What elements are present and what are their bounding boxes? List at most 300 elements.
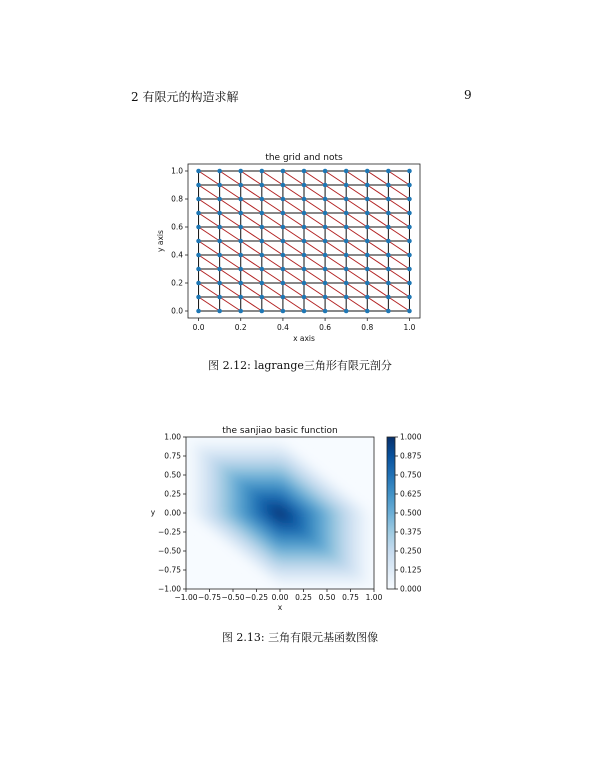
heatmap-cell: [219, 528, 224, 532]
heatmap-cell: [318, 551, 323, 555]
heatmap-cell: [233, 547, 238, 551]
heatmap-cell: [275, 486, 280, 490]
heatmap-cell: [205, 498, 210, 502]
heatmap-cell: [238, 486, 243, 490]
heatmap-cell: [304, 540, 309, 544]
heatmap-cell: [304, 551, 309, 555]
heatmap-cell: [346, 498, 351, 502]
heatmap-cell: [294, 524, 299, 528]
heatmap-cell: [308, 486, 313, 490]
heatmap-cell: [271, 551, 276, 555]
heatmap-cell: [200, 445, 205, 449]
heatmap-cell: [355, 543, 360, 547]
heatmap-cell: [261, 490, 266, 494]
heatmap-cell: [191, 498, 196, 502]
heatmap-cell: [280, 543, 285, 547]
heatmap-cell: [294, 574, 299, 578]
heatmap-cell: [327, 524, 332, 528]
heatmap-cell: [294, 570, 299, 574]
heatmap-cell: [308, 509, 313, 513]
heatmap-cell: [247, 486, 252, 490]
heatmap-cell: [285, 581, 290, 585]
heatmap-cell: [299, 471, 304, 475]
heatmap-cell: [257, 490, 262, 494]
heatmap-cell: [327, 555, 332, 559]
heatmap-cell: [266, 570, 271, 574]
heatmap-cell: [195, 517, 200, 521]
heatmap-cell: [214, 456, 219, 460]
heatmap-cell: [327, 540, 332, 544]
y-tick-label: 0.4: [171, 250, 183, 260]
heatmap-cell: [304, 483, 309, 487]
heatmap-cell: [261, 479, 266, 483]
heatmap-cell: [266, 513, 271, 517]
heatmap-cell: [247, 437, 252, 441]
heatmap-cell: [210, 448, 215, 452]
heatmap-cell: [365, 547, 370, 551]
heatmap-cell: [275, 490, 280, 494]
heatmap-cell: [304, 471, 309, 475]
heatmap-cell: [210, 479, 215, 483]
heatmap-cell: [304, 559, 309, 563]
heatmap-cell: [322, 547, 327, 551]
heatmap-cell: [299, 475, 304, 479]
heatmap-cell: [275, 505, 280, 509]
heatmap-cell: [318, 540, 323, 544]
heatmap-cell: [257, 452, 262, 456]
heatmap-cell: [285, 578, 290, 582]
heatmap-cell: [228, 513, 233, 517]
heatmap-cell: [247, 452, 252, 456]
heatmap-cell: [266, 521, 271, 525]
heatmap-cell: [186, 475, 191, 479]
heatmap-cell: [271, 562, 276, 566]
heatmap-cell: [289, 467, 294, 471]
heatmap-cell: [313, 517, 318, 521]
heatmap-cell: [214, 467, 219, 471]
heatmap-cell: [214, 486, 219, 490]
heatmap-cell: [280, 456, 285, 460]
heatmap-cell: [186, 486, 191, 490]
heatmap-cell: [327, 486, 332, 490]
heatmap-cell: [289, 551, 294, 555]
heatmap-cell: [355, 517, 360, 521]
heatmap-cell: [271, 460, 276, 464]
heatmap-cell: [191, 475, 196, 479]
heatmap-cell: [280, 464, 285, 468]
heatmap-cell: [233, 536, 238, 540]
y-tick-label: −0.75: [158, 565, 181, 575]
heatmap-cell: [322, 581, 327, 585]
heatmap-cell: [242, 467, 247, 471]
heatmap-cell: [275, 559, 280, 563]
heatmap-cell: [289, 532, 294, 536]
heatmap-cell: [257, 543, 262, 547]
heatmap-cell: [228, 494, 233, 498]
heatmap-cell: [275, 566, 280, 570]
heatmap-cell: [247, 524, 252, 528]
heatmap-cell: [214, 490, 219, 494]
heatmap-cell: [327, 570, 332, 574]
heatmap-cell: [266, 490, 271, 494]
heatmap-cell: [280, 524, 285, 528]
heatmap-cell: [351, 521, 356, 525]
heatmap-cell: [280, 479, 285, 483]
heatmap-cell: [275, 570, 280, 574]
heatmap-cell: [304, 562, 309, 566]
heatmap-cell: [228, 536, 233, 540]
heatmap-cell: [214, 441, 219, 445]
heatmap-cell: [336, 559, 341, 563]
heatmap-cell: [186, 505, 191, 509]
heatmap-cell: [299, 490, 304, 494]
heatmap-cell: [299, 547, 304, 551]
heatmap-cell: [228, 540, 233, 544]
heatmap-cell: [308, 551, 313, 555]
heatmap-cell: [360, 528, 365, 532]
heatmap-cell: [205, 441, 210, 445]
heatmap-cell: [200, 509, 205, 513]
heatmap-cell: [219, 456, 224, 460]
heatmap-cell: [261, 448, 266, 452]
heatmap-cell: [332, 509, 337, 513]
heatmap-cell: [341, 578, 346, 582]
heatmap-cell: [261, 467, 266, 471]
heatmap-cell: [299, 532, 304, 536]
heatmap-cell: [327, 502, 332, 506]
heatmap-cell: [224, 521, 229, 525]
heatmap-cell: [365, 524, 370, 528]
x-tick-label: −1.00: [174, 593, 198, 602]
heatmap-cell: [308, 547, 313, 551]
heatmap-cell: [332, 551, 337, 555]
heatmap-cell: [257, 528, 262, 532]
heatmap-cell: [327, 517, 332, 521]
heatmap-cell: [355, 578, 360, 582]
heatmap-cell: [242, 547, 247, 551]
heatmap-cell: [304, 536, 309, 540]
heatmap-cell: [238, 524, 243, 528]
heatmap-cell: [299, 505, 304, 509]
heatmap-cell: [257, 555, 262, 559]
heatmap-cell: [308, 574, 313, 578]
heatmap-cell: [271, 452, 276, 456]
heatmap-cell: [289, 521, 294, 525]
heatmap-cell: [210, 452, 215, 456]
heatmap-cell: [294, 460, 299, 464]
heatmap-cell: [195, 483, 200, 487]
heatmap-cell: [299, 543, 304, 547]
heatmap-cell: [332, 566, 337, 570]
heatmap-cell: [266, 502, 271, 506]
heatmap-cell: [280, 452, 285, 456]
heatmap-cell: [228, 502, 233, 506]
heatmap-cell: [280, 559, 285, 563]
heatmap-cell: [365, 570, 370, 574]
heatmap-cell: [313, 483, 318, 487]
heatmap-cell: [233, 532, 238, 536]
heatmap-cell: [224, 505, 229, 509]
heatmap-cell: [186, 437, 191, 441]
heatmap-cell: [318, 505, 323, 509]
heatmap-cell: [228, 528, 233, 532]
heatmap-cell: [275, 456, 280, 460]
heatmap-cell: [266, 551, 271, 555]
heatmap-cell: [205, 448, 210, 452]
heatmap-cell: [224, 517, 229, 521]
heatmap-cell: [186, 467, 191, 471]
heatmap-cell: [299, 566, 304, 570]
heatmap-cell: [238, 445, 243, 449]
heatmap-cell: [304, 509, 309, 513]
heatmap-cell: [327, 559, 332, 563]
heatmap-cell: [275, 540, 280, 544]
heatmap-cell: [304, 524, 309, 528]
heatmap-cell: [285, 452, 290, 456]
heatmap-cell: [341, 540, 346, 544]
heatmap-cell: [214, 464, 219, 468]
heatmap-cell: [257, 471, 262, 475]
heatmap-cell: [294, 581, 299, 585]
heatmap-cell: [200, 460, 205, 464]
heatmap-cell: [233, 448, 238, 452]
heatmap-cell: [214, 509, 219, 513]
heatmap-cell: [205, 494, 210, 498]
heatmap-cell: [280, 513, 285, 517]
heatmap-cell: [318, 517, 323, 521]
heatmap-cell: [351, 566, 356, 570]
heatmap-cell: [252, 475, 257, 479]
heatmap-cell: [280, 471, 285, 475]
heatmap-cell: [351, 524, 356, 528]
heatmap-cell: [257, 505, 262, 509]
heatmap-cell: [294, 540, 299, 544]
heatmap-cell: [233, 486, 238, 490]
heatmap-cell: [214, 517, 219, 521]
heatmap-cell: [271, 490, 276, 494]
heatmap-cell: [294, 475, 299, 479]
heatmap-cell: [285, 509, 290, 513]
heatmap-cell: [285, 540, 290, 544]
heatmap-cell: [346, 570, 351, 574]
heatmap-cell: [308, 464, 313, 468]
heatmap-cell: [304, 464, 309, 468]
heatmap-cell: [214, 479, 219, 483]
y-tick-label: 0.2: [171, 278, 183, 288]
heatmap-cell: [210, 513, 215, 517]
heatmap-cell: [304, 475, 309, 479]
heatmap-cell: [214, 494, 219, 498]
heatmap-cell: [346, 581, 351, 585]
heatmap-cell: [327, 513, 332, 517]
heatmap-cell: [322, 578, 327, 582]
heatmap-cell: [280, 536, 285, 540]
heatmap-cell: [247, 490, 252, 494]
heatmap-cell: [242, 502, 247, 506]
heatmap-cell: [205, 479, 210, 483]
heatmap-cell: [275, 471, 280, 475]
heatmap-cell: [257, 540, 262, 544]
heatmap-cell: [266, 566, 271, 570]
heatmap-cell: [205, 517, 210, 521]
heatmap-cell: [280, 578, 285, 582]
heatmap-cell: [304, 486, 309, 490]
heatmap-cell: [289, 509, 294, 513]
heatmap-cell: [266, 547, 271, 551]
heatmap-cell: [280, 505, 285, 509]
heatmap-cell: [313, 566, 318, 570]
heatmap-cell: [271, 498, 276, 502]
heatmap-cell: [299, 574, 304, 578]
heatmap-cell: [252, 513, 257, 517]
heatmap-cell: [355, 521, 360, 525]
heatmap-cell: [351, 517, 356, 521]
heatmap-cell: [336, 494, 341, 498]
heatmap-cell: [360, 513, 365, 517]
colorbar-tick-label: 0.000: [400, 584, 422, 594]
heatmap-cell: [294, 452, 299, 456]
heatmap-cell: [271, 502, 276, 506]
heatmap-cell: [242, 452, 247, 456]
heatmap-cell: [341, 502, 346, 506]
heatmap-cell: [332, 505, 337, 509]
heatmap-cell: [205, 437, 210, 441]
heatmap-cell: [275, 574, 280, 578]
heatmap-cell: [280, 483, 285, 487]
heatmap-cell: [332, 490, 337, 494]
heatmap-cell: [210, 502, 215, 506]
heatmap-cell: [205, 464, 210, 468]
heatmap-cell: [271, 448, 276, 452]
heatmap-cell: [336, 509, 341, 513]
heatmap-cell: [346, 524, 351, 528]
heatmap-cell: [294, 464, 299, 468]
heatmap-cell: [247, 467, 252, 471]
heatmap-cell: [271, 559, 276, 563]
heatmap-cell: [195, 490, 200, 494]
heatmap-cell: [289, 505, 294, 509]
heatmap-cell: [186, 448, 191, 452]
y-axis-label: y axis: [156, 230, 165, 252]
heatmap-cell: [224, 445, 229, 449]
heatmap-cell: [299, 509, 304, 513]
heatmap-cell: [271, 570, 276, 574]
heatmap-cell: [299, 456, 304, 460]
heatmap-cell: [327, 566, 332, 570]
heatmap-cell: [266, 536, 271, 540]
heatmap-cell: [191, 483, 196, 487]
heatmap-cell: [285, 543, 290, 547]
heatmap-cell: [242, 437, 247, 441]
heatmap-cell: [365, 566, 370, 570]
heatmap-cell: [355, 574, 360, 578]
heatmap-cell: [299, 551, 304, 555]
heatmap-cell: [351, 513, 356, 517]
heatmap-cell: [322, 574, 327, 578]
heatmap-cell: [224, 490, 229, 494]
heatmap-cell: [341, 521, 346, 525]
heatmap-cell: [313, 532, 318, 536]
heatmap-cell: [252, 562, 257, 566]
heatmap-cell: [242, 555, 247, 559]
heatmap-cell: [299, 528, 304, 532]
heatmap-cell: [341, 559, 346, 563]
heatmap-cell: [238, 505, 243, 509]
heatmap-cell: [242, 543, 247, 547]
heatmap-cell: [200, 475, 205, 479]
heatmap-cell: [214, 505, 219, 509]
heatmap-cell: [336, 578, 341, 582]
heatmap-cell: [304, 528, 309, 532]
heatmap-cell: [238, 456, 243, 460]
heatmap-cell: [261, 517, 266, 521]
heatmap-cell: [200, 479, 205, 483]
heatmap-cell: [247, 536, 252, 540]
heatmap-cell: [313, 475, 318, 479]
heatmap-cell: [318, 543, 323, 547]
heatmap-cell: [322, 494, 327, 498]
heatmap-cell: [351, 551, 356, 555]
heatmap-cell: [224, 460, 229, 464]
heatmap-cell: [322, 562, 327, 566]
heatmap-cell: [308, 543, 313, 547]
heatmap-cell: [266, 437, 271, 441]
heatmap-cell: [210, 486, 215, 490]
heatmap-cell: [214, 528, 219, 532]
heatmap-cell: [322, 486, 327, 490]
heatmap-cell: [191, 471, 196, 475]
heatmap-cell: [261, 486, 266, 490]
heatmap-cell: [289, 562, 294, 566]
heatmap-cell: [257, 524, 262, 528]
heatmap-cell: [271, 467, 276, 471]
heatmap-cell: [289, 559, 294, 563]
heatmap-cell: [313, 547, 318, 551]
heatmap-cell: [219, 486, 224, 490]
heatmap-cell: [186, 441, 191, 445]
heatmap-cell: [360, 543, 365, 547]
heatmap-cell: [247, 498, 252, 502]
heatmap-cell: [275, 555, 280, 559]
heatmap-cell: [304, 467, 309, 471]
heatmap-cell: [238, 441, 243, 445]
heatmap-cell: [280, 562, 285, 566]
heatmap-cell: [257, 551, 262, 555]
heatmap-cell: [200, 467, 205, 471]
heatmap-cell: [332, 494, 337, 498]
heatmap-cell: [210, 437, 215, 441]
heatmap-cell: [289, 448, 294, 452]
heatmap-cell: [210, 521, 215, 525]
heatmap-cell: [280, 570, 285, 574]
heatmap-cell: [346, 566, 351, 570]
heatmap-cell: [224, 513, 229, 517]
heatmap-cell: [200, 441, 205, 445]
colorbar: [387, 437, 395, 589]
heatmap-cell: [355, 513, 360, 517]
heatmap-cell: [242, 490, 247, 494]
heatmap-cell: [365, 521, 370, 525]
heatmap-cell: [332, 570, 337, 574]
heatmap-cell: [266, 498, 271, 502]
heatmap-cell: [238, 540, 243, 544]
heatmap-cell: [257, 509, 262, 513]
heatmap-cell: [233, 445, 238, 449]
heatmap-cell: [257, 475, 262, 479]
heatmap-cell: [219, 532, 224, 536]
heatmap-cell: [280, 494, 285, 498]
heatmap-cell: [242, 524, 247, 528]
